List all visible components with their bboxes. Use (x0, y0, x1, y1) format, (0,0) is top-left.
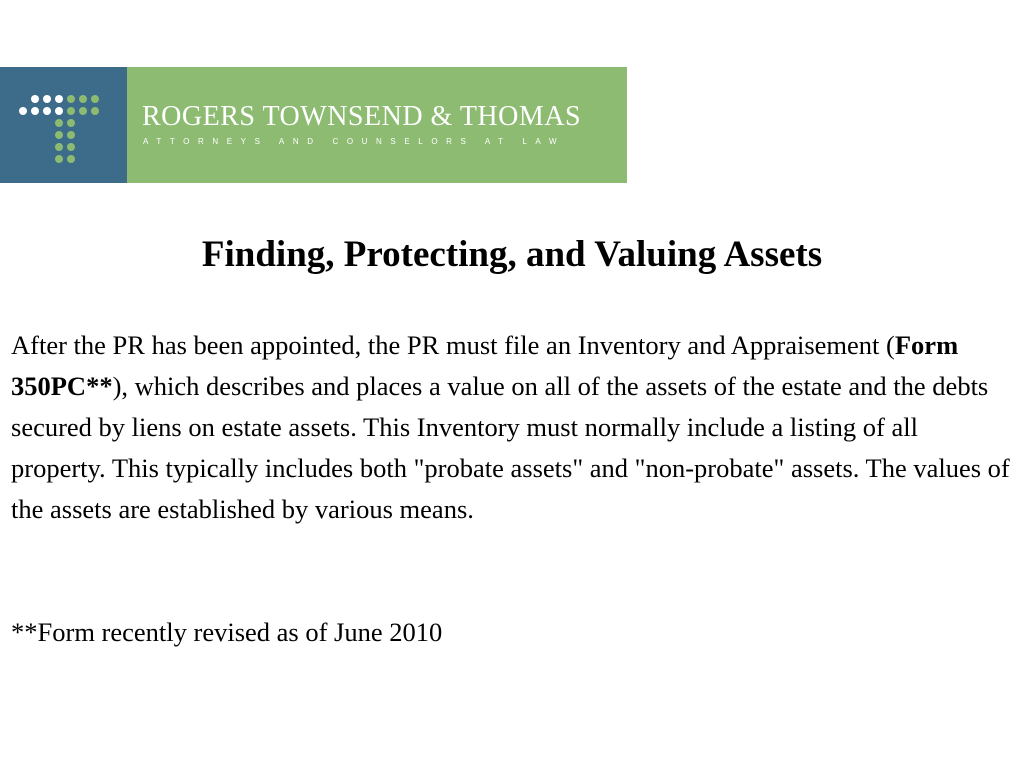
firm-tagline: ATTORNEYS AND COUNSELORS AT LAW (143, 137, 566, 146)
footnote: **Form recently revised as of June 2010 (11, 617, 443, 647)
firm-logo-banner (0, 67, 627, 183)
firm-name: ROGERS TOWNSEND & THOMAS (142, 101, 582, 132)
form-reference: Form 350PC** (11, 330, 959, 401)
logo-mark (0, 67, 127, 183)
body-text-part2: ), which describes and places a value on all of the assets of the estate and the debts secured by liens on estate assets. This Inventory must normally include a listing of all property. This typically includes both "probate assets" and "non-probate" assets. The values of the assets are established by various means. (11, 371, 1010, 524)
slide-title: Finding, Protecting, and Valuing Assets (201, 234, 823, 275)
logo-text-area (127, 67, 627, 183)
dot-grid-t-logo-icon (0, 67, 127, 183)
body-paragraph (11, 325, 1016, 530)
body-text-part1: After the PR has been appointed, the PR must file an Inventory and Appraisement ( (11, 330, 895, 360)
